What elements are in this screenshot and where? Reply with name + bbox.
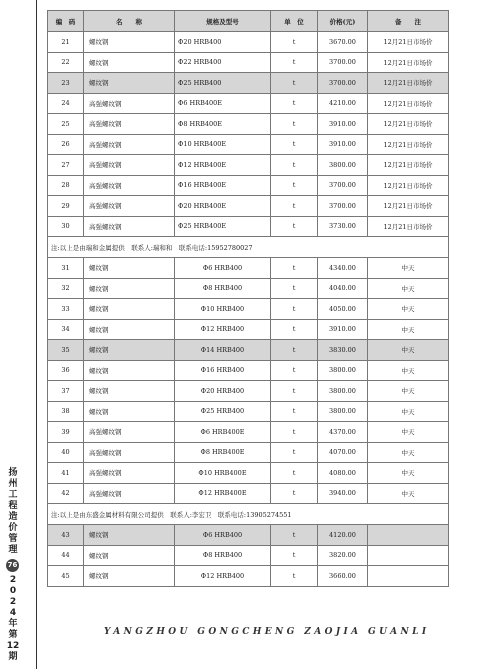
cell-code: 21 [48,32,84,53]
cell-spec: Φ12 HRB400E [175,155,271,176]
cell-spec: Φ8 HRB400 [175,545,271,566]
header-spec: 规格及型号 [175,11,271,32]
cell-remark: 12月21日市场价 [368,175,449,196]
price-table [47,10,449,587]
cell-remark: 12月21日市场价 [368,216,449,237]
cell-price: 4370.00 [318,422,368,443]
cell-name: 螺纹钢 [84,299,175,320]
table-row [48,442,449,463]
cell-unit: t [271,52,318,73]
cell-price: 3700.00 [318,52,368,73]
issue-label: 2 0 2 4 年 第 12 期 [6,575,20,662]
cell-unit: t [271,442,318,463]
cell-remark: 中天 [368,278,449,299]
cell-code: 37 [48,381,84,402]
cell-unit: t [271,175,318,196]
header-price: 价格(元) [318,11,368,32]
cell-price: 3700.00 [318,73,368,94]
cell-price: 3670.00 [318,32,368,53]
cell-name: 螺纹钢 [84,401,175,422]
cell-price: 4080.00 [318,463,368,484]
cell-code: 33 [48,299,84,320]
table-row [48,545,449,566]
table-row [48,299,449,320]
cell-code: 38 [48,401,84,422]
cell-spec: Φ8 HRB400E [175,442,271,463]
cell-spec: Φ6 HRB400 [175,258,271,279]
cell-remark [368,525,449,546]
cell-spec: Φ8 HRB400 [175,278,271,299]
cell-spec: Φ6 HRB400 [175,525,271,546]
cell-name: 螺纹钢 [84,258,175,279]
cell-remark: 12月21日市场价 [368,155,449,176]
journal-title: 扬 州 工 程 造 价 管 理 [8,468,18,555]
source-note: 注:以上是由瑞和金属提供 联系人:瑞和和 联系电话:15952780027 [48,237,449,258]
cell-price: 3800.00 [318,155,368,176]
cell-remark: 中天 [368,258,449,279]
cell-code: 30 [48,216,84,237]
cell-unit: t [271,134,318,155]
cell-code: 39 [48,422,84,443]
cell-name: 高强螺纹钢 [84,422,175,443]
table-row [48,401,449,422]
cell-price: 4040.00 [318,278,368,299]
cell-price: 3910.00 [318,319,368,340]
cell-price: 3660.00 [318,566,368,587]
source-note: 注:以上是由东盛金属材料有限公司提供 联系人:李宏卫 联系电话:13905274551 [48,504,449,525]
cell-remark [368,566,449,587]
cell-price: 3910.00 [318,134,368,155]
cell-spec: Φ12 HRB400E [175,483,271,504]
cell-unit: t [271,422,318,443]
table-row [48,340,449,361]
cell-name: 高强螺纹钢 [84,134,175,155]
cell-price: 4340.00 [318,258,368,279]
cell-name: 高强螺纹钢 [84,216,175,237]
table-row [48,93,449,114]
cell-remark: 中天 [368,442,449,463]
cell-unit: t [271,155,318,176]
table-row [48,319,449,340]
page-number-badge: 76 [6,559,19,572]
cell-name: 螺纹钢 [84,545,175,566]
cell-unit: t [271,566,318,587]
table-row [48,175,449,196]
cell-code: 41 [48,463,84,484]
table-row [48,360,449,381]
cell-unit: t [271,381,318,402]
table-row [48,114,449,135]
cell-unit: t [271,258,318,279]
cell-spec: Φ6 HRB400E [175,93,271,114]
cell-name: 螺纹钢 [84,525,175,546]
cell-spec: Φ14 HRB400 [175,340,271,361]
cell-unit: t [271,93,318,114]
cell-price: 3730.00 [318,216,368,237]
cell-unit: t [271,340,318,361]
table-row [48,381,449,402]
margin-rule [36,0,37,669]
cell-code: 32 [48,278,84,299]
cell-code: 35 [48,340,84,361]
header-unit: 单 位 [271,11,318,32]
cell-price: 4210.00 [318,93,368,114]
cell-spec: Φ12 HRB400 [175,566,271,587]
table-row [48,155,449,176]
cell-code: 25 [48,114,84,135]
cell-spec: Φ25 HRB400 [175,73,271,94]
cell-name: 高强螺纹钢 [84,175,175,196]
cell-unit: t [271,278,318,299]
cell-remark: 中天 [368,401,449,422]
cell-price: 3830.00 [318,340,368,361]
cell-price: 4120.00 [318,525,368,546]
cell-remark: 中天 [368,360,449,381]
table-row [48,566,449,587]
cell-remark: 中天 [368,483,449,504]
cell-spec: Φ6 HRB400E [175,422,271,443]
cell-spec: Φ10 HRB400 [175,299,271,320]
cell-name: 高强螺纹钢 [84,155,175,176]
cell-name: 螺纹钢 [84,381,175,402]
cell-unit: t [271,483,318,504]
table-row [48,216,449,237]
cell-remark: 12月21日市场价 [368,32,449,53]
footer-title: YANGZHOU GONGCHENG ZAOJIA GUANLI [104,627,430,637]
cell-price: 3820.00 [318,545,368,566]
cell-name: 高强螺纹钢 [84,483,175,504]
cell-name: 螺纹钢 [84,278,175,299]
cell-price: 4070.00 [318,442,368,463]
cell-code: 27 [48,155,84,176]
cell-code: 44 [48,545,84,566]
cell-code: 28 [48,175,84,196]
cell-code: 36 [48,360,84,381]
cell-remark: 12月21日市场价 [368,52,449,73]
cell-remark: 中天 [368,319,449,340]
table-row [48,463,449,484]
table-row [48,73,449,94]
header-remark: 备 注 [368,11,449,32]
cell-unit: t [271,196,318,217]
cell-name: 螺纹钢 [84,319,175,340]
cell-remark: 中天 [368,340,449,361]
cell-code: 26 [48,134,84,155]
cell-name: 螺纹钢 [84,73,175,94]
cell-spec: Φ8 HRB400E [175,114,271,135]
cell-name: 高强螺纹钢 [84,463,175,484]
cell-unit: t [271,216,318,237]
cell-spec: Φ20 HRB400E [175,196,271,217]
cell-unit: t [271,114,318,135]
table-row [48,258,449,279]
table-row [48,52,449,73]
cell-spec: Φ10 HRB400E [175,463,271,484]
table-header [48,11,449,32]
cell-unit: t [271,299,318,320]
table-row [48,196,449,217]
cell-price: 3800.00 [318,360,368,381]
cell-name: 高强螺纹钢 [84,196,175,217]
cell-remark: 中天 [368,463,449,484]
cell-remark: 中天 [368,299,449,320]
cell-name: 螺纹钢 [84,32,175,53]
cell-unit: t [271,319,318,340]
table-row [48,525,449,546]
cell-code: 45 [48,566,84,587]
table-row [48,134,449,155]
cell-code: 31 [48,258,84,279]
table-row [48,32,449,53]
cell-remark: 12月21日市场价 [368,134,449,155]
cell-remark [368,545,449,566]
cell-unit: t [271,525,318,546]
cell-price: 3910.00 [318,114,368,135]
cell-code: 24 [48,93,84,114]
cell-unit: t [271,73,318,94]
cell-name: 螺纹钢 [84,52,175,73]
cell-code: 34 [48,319,84,340]
cell-unit: t [271,545,318,566]
cell-unit: t [271,32,318,53]
cell-remark: 中天 [368,422,449,443]
table-row [48,483,449,504]
cell-spec: Φ25 HRB400E [175,216,271,237]
cell-code: 40 [48,442,84,463]
cell-unit: t [271,401,318,422]
cell-spec: Φ20 HRB400 [175,32,271,53]
cell-unit: t [271,360,318,381]
cell-name: 螺纹钢 [84,340,175,361]
source-note-row [48,504,449,525]
cell-code: 42 [48,483,84,504]
cell-remark: 12月21日市场价 [368,93,449,114]
cell-spec: Φ22 HRB400 [175,52,271,73]
cell-price: 4050.00 [318,299,368,320]
cell-spec: Φ10 HRB400E [175,134,271,155]
cell-code: 29 [48,196,84,217]
cell-code: 23 [48,73,84,94]
cell-remark: 12月21日市场价 [368,196,449,217]
cell-name: 螺纹钢 [84,566,175,587]
header-code: 编 码 [48,11,84,32]
cell-spec: Φ12 HRB400 [175,319,271,340]
table-row [48,278,449,299]
cell-price: 3940.00 [318,483,368,504]
cell-spec: Φ25 HRB400 [175,401,271,422]
cell-name: 高强螺纹钢 [84,114,175,135]
cell-remark: 中天 [368,381,449,402]
cell-price: 3800.00 [318,381,368,402]
cell-price: 3800.00 [318,401,368,422]
cell-name: 高强螺纹钢 [84,442,175,463]
header-name: 名 称 [84,11,175,32]
cell-price: 3700.00 [318,196,368,217]
cell-unit: t [271,463,318,484]
cell-remark: 12月21日市场价 [368,114,449,135]
source-note-row [48,237,449,258]
cell-name: 高强螺纹钢 [84,93,175,114]
cell-price: 3700.00 [318,175,368,196]
cell-spec: Φ16 HRB400 [175,360,271,381]
cell-spec: Φ16 HRB400E [175,175,271,196]
cell-code: 43 [48,525,84,546]
cell-remark: 12月21日市场价 [368,73,449,94]
side-caption [6,468,20,663]
table-row [48,422,449,443]
cell-name: 螺纹钢 [84,360,175,381]
cell-spec: Φ20 HRB400 [175,381,271,402]
cell-code: 22 [48,52,84,73]
